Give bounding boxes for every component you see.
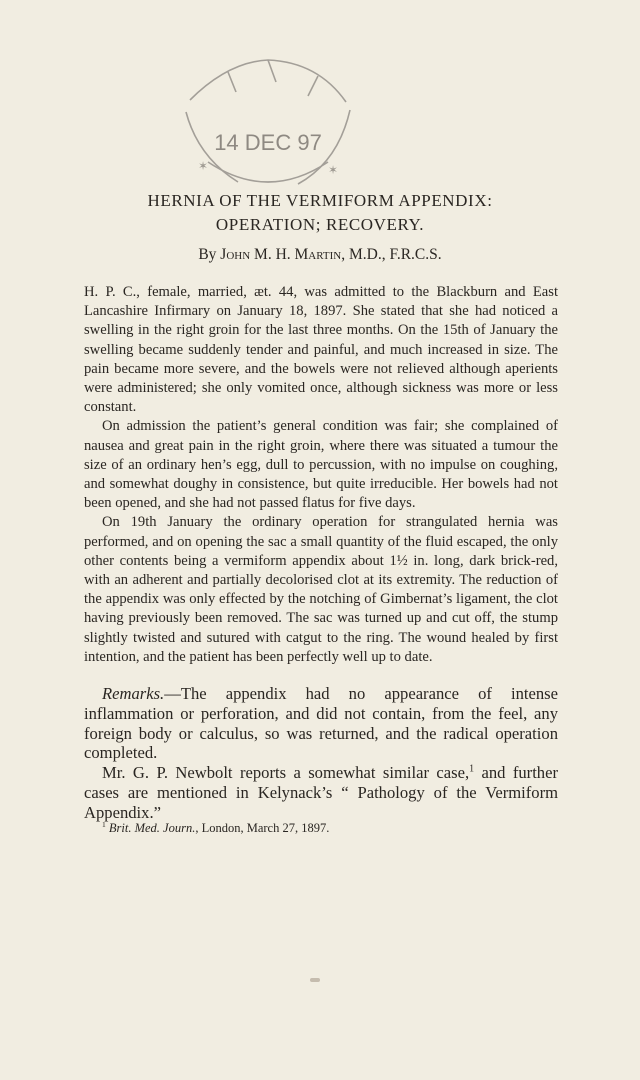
- remarks-text-2a: Mr. G. P. Newbolt reports a somewhat similar case,: [102, 763, 470, 783]
- remarks-text: —The appendix had no appearance of intense inflammation or perforation, and did not contain, from the feel, any foreign body or calculus, so was returned, and the radical operation completed.: [84, 684, 558, 763]
- author-name: John M. H. Martin, M.D., F.R.C.S.: [220, 246, 442, 263]
- ink-smudge: [310, 978, 320, 982]
- svg-text:✶: ✶: [328, 163, 339, 177]
- footnote: [84, 820, 558, 836]
- remarks-section: [84, 684, 558, 823]
- article-title-line1: HERNIA OF THE VERMIFORM APPENDIX:: [147, 191, 493, 210]
- case-report-body: [84, 283, 558, 667]
- stamp-date: 14 DEC 97: [214, 130, 322, 155]
- footnote-citation: , London, March 27, 1897.: [195, 821, 330, 835]
- footnote-ref: 1: [469, 763, 475, 775]
- svg-text:✶: ✶: [198, 159, 209, 173]
- paragraph: On 19th January the ordinary operation for strangulated hernia was performed, and on opening the sac a small quantity of the fluid escaped, the only other contents being a vermiform appendix about 1½ in. long, dark brick-red, with an adherent and partially decolorised clot at its extremity. The reduction of the appendix was only effected by the notching of Gimbernat’s ligament, the clot having previously been removed. The sac was turned up and cut off, the stump slightly twisted and sutured with catgut to the ring. The wound healed by first intention, and the patient has been perfectly well up to date.: [84, 514, 558, 665]
- article-title-line2: OPERATION; RECOVERY.: [215, 215, 425, 234]
- footnote-number: 1: [102, 819, 106, 829]
- paragraph: On admission the patient’s general condition was fair; she complained of nausea and great pain in the right groin, where there was situated a tumour the size of an ordinary hen’s egg, dull to percussion, with no impulse on coughing, and somewhat doughy in consistence, but quite irreducible. Her bowels had not been opened, and she had not passed flatus for five days.: [84, 418, 558, 512]
- footnote-journal: Brit. Med. Journ.: [108, 821, 196, 835]
- remarks-text-2b: and further cases are mentioned in Kelynack’s “ Pathology of the Vermiform Appendix.”: [84, 763, 558, 822]
- paragraph: H. P. C., female, married, æt. 44, was admitted to the Blackburn and East Lancashire Infirmary on January 18, 1897. She stated that she had noticed a swelling in the right groin for the last three months. On the 15th of January the swelling became suddenly tender and painful, and much increased in size. The pain became more severe, and the bowels were not relieved although aperients were administered; she only vomited once, although sickness was more or less constant.: [84, 284, 558, 416]
- stamp-graphic: [168, 52, 368, 212]
- byline-prefix: By: [198, 246, 221, 263]
- byline: [0, 244, 640, 266]
- remarks-paragraph-2: [84, 763, 558, 822]
- remarks-paragraph: [84, 684, 558, 763]
- library-stamp: [168, 52, 368, 212]
- remarks-label: Remarks.: [102, 684, 165, 703]
